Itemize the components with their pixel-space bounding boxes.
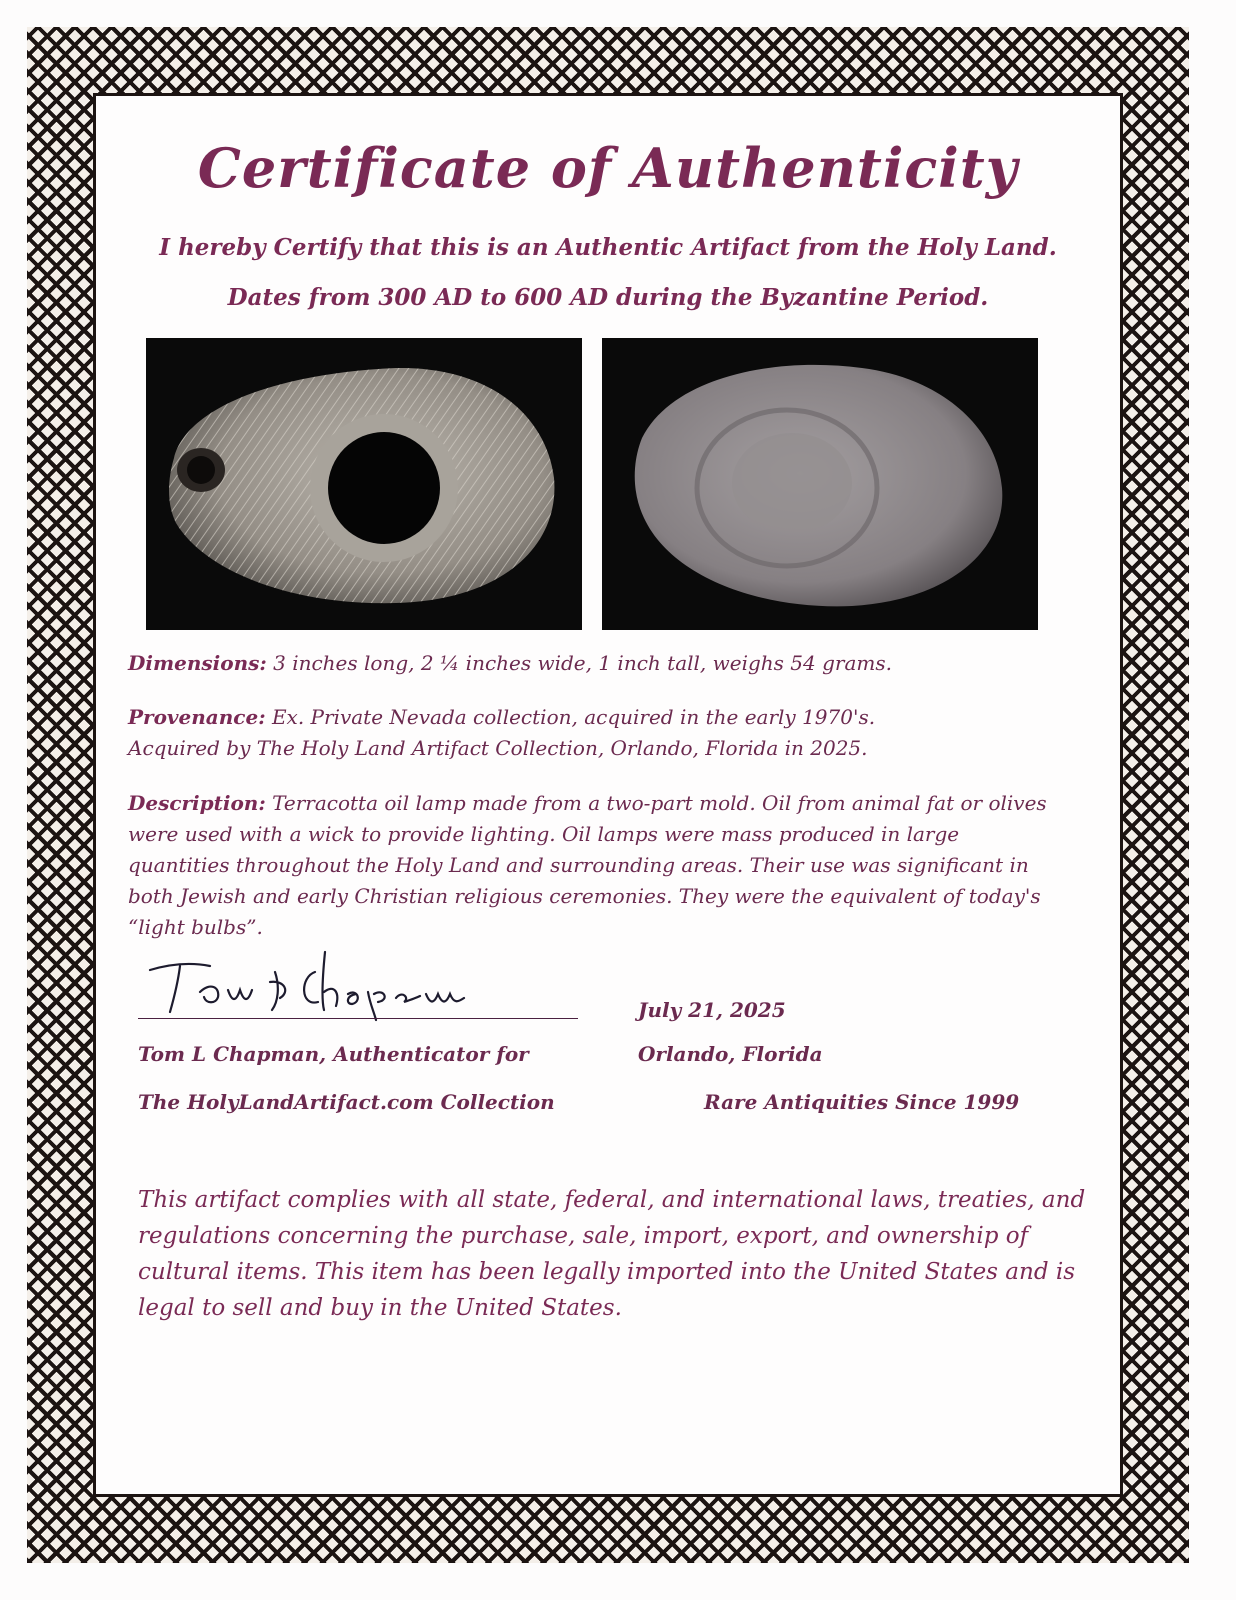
certificate-content (100, 100, 1116, 1490)
certify-statement: I hereby Certify that this is an Authentic Artifact from the Holy Land. (159, 234, 1057, 261)
provenance-paragraph (128, 702, 1088, 764)
dimensions-text: 3 inches long, 2 ¼ inches wide, 1 inch tall, weighs 54 grams. (273, 651, 892, 675)
dimensions-label: Dimensions: (128, 651, 267, 675)
signer-org: The HolyLandArtifact.com Collection (138, 1090, 555, 1114)
provenance-text-2: Acquired by The Holy Land Artifact Collection, Orlando, Florida in 2025. (128, 736, 868, 760)
legal-compliance-text: This artifact complies with all state, federal, and international laws, treaties, and regulations concerning the purchase, sale, import, export, and ownership of cultural items. This item has been legally imported into the United States and is legal to sell and buy in the United States. (138, 1187, 1086, 1321)
provenance-label: Provenance: (128, 705, 266, 729)
description-paragraph (128, 788, 1058, 943)
description-text: Terracotta oil lamp made from a two-part mold. Oil from animal fat or olives were used with a wick to provide lighting. Oil lamps were mass produced in large quantities throughout the Holy Land and surrounding areas. Their use was significant in both Jewish and early Christian religious ceremonies. They were the equivalent of today's “light bulbs”. (128, 791, 1047, 939)
lamp-top-photo (146, 338, 582, 630)
company-tagline: Rare Antiquities Since 1999 (704, 1090, 1020, 1114)
description-label: Description: (128, 791, 266, 815)
certificate-date: July 21, 2025 (638, 998, 786, 1022)
signer-name: Tom L Chapman, Authenticator for (138, 1042, 529, 1066)
dimensions-paragraph (128, 648, 1088, 679)
lamp-bottom-photo (602, 338, 1038, 630)
signature-line (138, 1018, 578, 1019)
provenance-text-1: Ex. Private Nevada collection, acquired in the early 1970's. (271, 705, 876, 729)
handwritten-signature (140, 942, 480, 1022)
certificate-location: Orlando, Florida (638, 1042, 823, 1066)
dating-statement: Dates from 300 AD to 600 AD during the Byzantine Period. (227, 284, 989, 311)
certificate-title: Certificate of Authenticity (197, 136, 1019, 200)
